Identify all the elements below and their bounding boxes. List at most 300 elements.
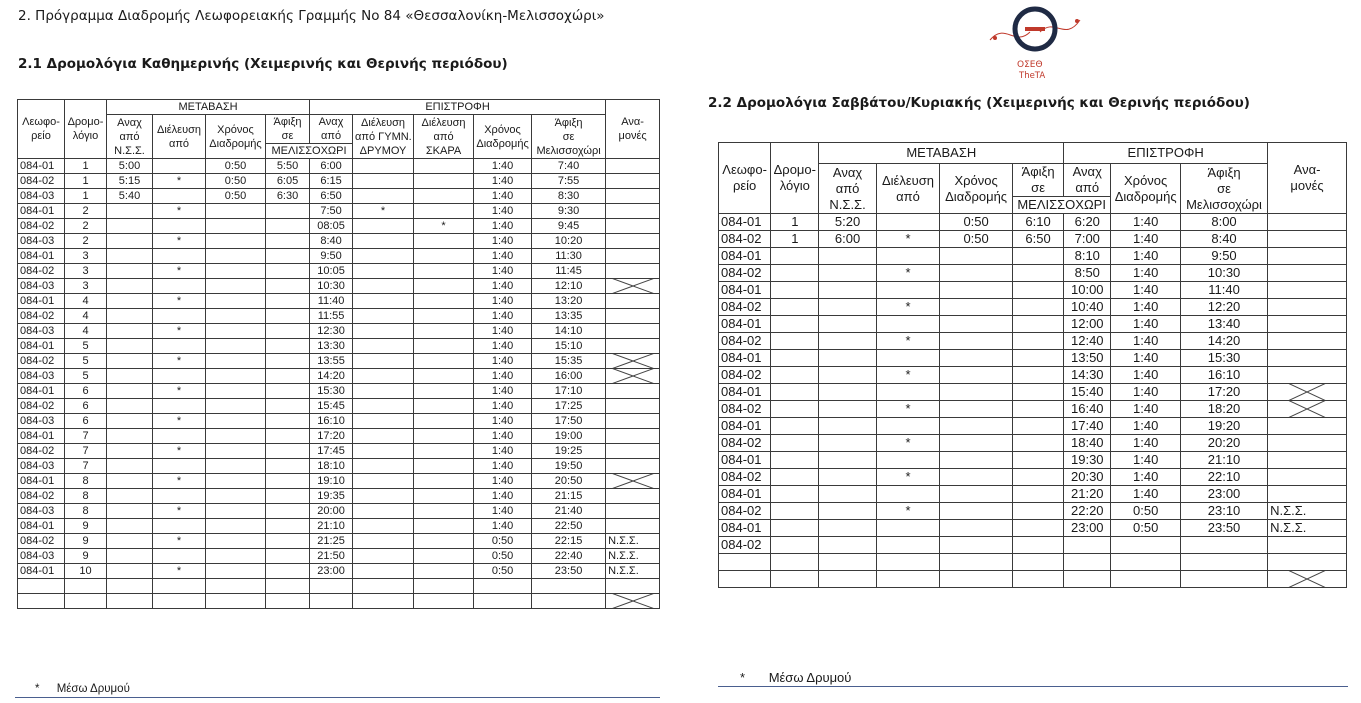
table-cell: 12:40 <box>1064 333 1111 350</box>
header-outbound: ΜΕΤΑΒΑΣΗ <box>819 143 1064 164</box>
table-cell <box>606 504 660 519</box>
table-cell <box>153 489 206 504</box>
table-cell <box>1268 537 1347 554</box>
table-cell <box>1012 401 1063 418</box>
table-row <box>719 282 1347 299</box>
table-cell <box>1268 265 1347 282</box>
table-cell <box>819 265 876 282</box>
table-cell <box>819 486 876 503</box>
table-cell <box>353 459 414 474</box>
table-cell <box>206 504 266 519</box>
table-cell: 3 <box>65 264 107 279</box>
table-cell <box>1268 333 1347 350</box>
table-cell: 9:50 <box>1180 248 1267 265</box>
table-row <box>18 309 660 324</box>
table-cell <box>353 234 414 249</box>
table-cell <box>266 204 310 219</box>
table-cell: 084-01 <box>719 248 771 265</box>
table-cell: 7 <box>65 444 107 459</box>
table-cell <box>1268 282 1347 299</box>
table-cell <box>606 429 660 444</box>
table-cell <box>353 309 414 324</box>
table-cell: 1:40 <box>1111 418 1181 435</box>
table-cell: 15:10 <box>532 339 606 354</box>
table-cell <box>107 504 153 519</box>
table-cell: 1:40 <box>474 309 532 324</box>
table-cell: 6:10 <box>1012 214 1063 231</box>
table-cell <box>414 249 474 264</box>
table-cell: 21:10 <box>310 519 353 534</box>
table-cell: 084-02 <box>719 265 771 282</box>
table-cell: 8:10 <box>1064 248 1111 265</box>
table-cell <box>1268 367 1347 384</box>
table-cell: * <box>153 174 206 189</box>
table-cell: 1:40 <box>1111 282 1181 299</box>
table-cell <box>819 248 876 265</box>
table-row <box>719 554 1347 571</box>
table-row <box>719 384 1347 401</box>
table-cell: 20:00 <box>310 504 353 519</box>
document-title: 2. Πρόγραμμα Διαδρομής Λεωφορειακής Γραμμής Νο 84 «Θεσσαλονίκη-Μελισσοχώρι» <box>18 8 605 24</box>
table-cell: 084-01 <box>719 316 771 333</box>
logo-text: ΟΣΕΘ <box>1017 60 1043 70</box>
table-cell: 5:20 <box>819 214 876 231</box>
table-cell: 084-01 <box>18 159 65 174</box>
table-cell: * <box>153 354 206 369</box>
table-cell: Ν.Σ.Σ. <box>606 534 660 549</box>
table-cell <box>940 537 1013 554</box>
table-cell: 9:50 <box>310 249 353 264</box>
header-duration: Χρόνος Διαδρομής <box>940 164 1013 214</box>
table-cell: 084-02 <box>18 174 65 189</box>
table-cell <box>353 294 414 309</box>
table-cell <box>1064 554 1111 571</box>
table-cell <box>819 299 876 316</box>
table-cell <box>206 324 266 339</box>
table-cell <box>876 282 940 299</box>
table-cell: 1:40 <box>1111 299 1181 316</box>
table-cell <box>1012 316 1063 333</box>
table-cell: 084-03 <box>18 234 65 249</box>
table-cell: 20:20 <box>1180 435 1267 452</box>
table-cell <box>353 324 414 339</box>
table-cell <box>353 444 414 459</box>
table-cell <box>266 384 310 399</box>
table-row <box>18 579 660 594</box>
table-cell <box>206 579 266 594</box>
table-cell <box>819 350 876 367</box>
table-cell: 084-01 <box>719 452 771 469</box>
table-cell <box>940 452 1013 469</box>
table-cell <box>414 369 474 384</box>
table-cell <box>771 520 819 537</box>
table-cell: 1:40 <box>474 474 532 489</box>
table-cell <box>606 219 660 234</box>
table-cell <box>819 452 876 469</box>
table-cell <box>1268 350 1347 367</box>
table-cell: 1:40 <box>474 159 532 174</box>
table-cell <box>18 579 65 594</box>
table-cell: 6 <box>65 399 107 414</box>
table-cell <box>414 309 474 324</box>
table-row <box>18 384 660 399</box>
table-cell: 6:15 <box>310 174 353 189</box>
table-cell <box>1012 520 1063 537</box>
table-cell: 12:30 <box>310 324 353 339</box>
crossed-cell <box>606 354 660 369</box>
table-cell <box>206 249 266 264</box>
table-cell <box>771 469 819 486</box>
table-cell <box>107 474 153 489</box>
table-cell: 084-02 <box>719 435 771 452</box>
table-cell <box>266 534 310 549</box>
table-cell: 18:40 <box>1064 435 1111 452</box>
header-return-dep: Αναχ από <box>1064 164 1111 197</box>
table-cell <box>876 554 940 571</box>
table-row <box>18 594 660 609</box>
table-cell <box>107 534 153 549</box>
table-cell: 9:30 <box>532 204 606 219</box>
table-row <box>719 418 1347 435</box>
table-cell <box>819 401 876 418</box>
table-cell: 8:30 <box>532 189 606 204</box>
table-cell: 5 <box>65 369 107 384</box>
table-cell <box>819 333 876 350</box>
table-cell <box>153 309 206 324</box>
table-cell <box>1012 384 1063 401</box>
table-cell <box>940 350 1013 367</box>
weekend-footnote-rule <box>718 686 1348 687</box>
table-cell <box>266 294 310 309</box>
table-row <box>18 339 660 354</box>
table-cell: 15:40 <box>1064 384 1111 401</box>
table-cell <box>876 571 940 588</box>
table-cell <box>1012 435 1063 452</box>
table-cell <box>606 459 660 474</box>
table-cell: 11:55 <box>310 309 353 324</box>
table-cell <box>1012 452 1063 469</box>
table-cell <box>206 429 266 444</box>
table-cell <box>1111 554 1181 571</box>
table-cell: 1:40 <box>1111 384 1181 401</box>
table-cell: 08:05 <box>310 219 353 234</box>
table-row <box>719 231 1347 248</box>
table-cell <box>414 474 474 489</box>
table-cell <box>771 384 819 401</box>
table-cell: 2 <box>65 234 107 249</box>
table-cell <box>107 429 153 444</box>
table-cell: 7:55 <box>532 174 606 189</box>
table-cell: * <box>876 435 940 452</box>
table-cell: * <box>876 367 940 384</box>
table-cell: 9 <box>65 519 107 534</box>
table-cell: 5:50 <box>266 159 310 174</box>
table-cell: 6:00 <box>819 231 876 248</box>
table-cell <box>1268 316 1347 333</box>
table-cell: 2 <box>65 219 107 234</box>
table-cell: * <box>876 333 940 350</box>
table-cell: 084-03 <box>18 504 65 519</box>
table-cell: 084-03 <box>18 414 65 429</box>
table-cell <box>414 504 474 519</box>
table-cell <box>606 384 660 399</box>
table-cell <box>266 309 310 324</box>
footnote-mark: * <box>740 670 746 685</box>
crossed-cell <box>1268 384 1347 401</box>
table-row <box>719 520 1347 537</box>
table-cell <box>606 234 660 249</box>
table-cell: 6:30 <box>266 189 310 204</box>
table-cell: 10:20 <box>532 234 606 249</box>
table-cell <box>1012 350 1063 367</box>
table-cell <box>266 459 310 474</box>
table-cell <box>876 452 940 469</box>
table-cell: 20:50 <box>532 474 606 489</box>
table-cell <box>206 444 266 459</box>
table-cell: 0:50 <box>940 231 1013 248</box>
table-cell: 084-02 <box>18 354 65 369</box>
table-cell <box>153 189 206 204</box>
footnote-text: Μέσω Δρυμού <box>768 670 852 685</box>
table-cell <box>414 594 474 609</box>
table-cell: 0:50 <box>474 534 532 549</box>
table-cell <box>606 264 660 279</box>
header-arrival: Άφιξη σε <box>1012 164 1063 197</box>
table-cell: 1:40 <box>474 174 532 189</box>
table-cell: 13:55 <box>310 354 353 369</box>
table-cell <box>819 367 876 384</box>
table-cell <box>606 189 660 204</box>
table-cell: 10:05 <box>310 264 353 279</box>
header-dep-nss: Αναχ από Ν.Σ.Σ. <box>107 115 153 159</box>
table-cell <box>107 279 153 294</box>
table-cell: 6 <box>65 414 107 429</box>
table-cell <box>266 369 310 384</box>
table-cell <box>353 504 414 519</box>
table-cell <box>940 299 1013 316</box>
weekend-schedule-table <box>718 142 1347 588</box>
table-cell: 1:40 <box>474 489 532 504</box>
table-cell <box>107 219 153 234</box>
table-cell <box>474 579 532 594</box>
header-route: Δρομο- λόγιο <box>65 100 107 159</box>
table-cell: 6:50 <box>310 189 353 204</box>
table-cell <box>353 429 414 444</box>
table-cell <box>414 174 474 189</box>
table-cell <box>206 309 266 324</box>
table-row <box>18 534 660 549</box>
table-row <box>18 189 660 204</box>
table-cell: 1:40 <box>474 369 532 384</box>
table-cell: 7:40 <box>532 159 606 174</box>
weekday-schedule-table <box>17 99 660 609</box>
table-cell: 4 <box>65 324 107 339</box>
table-cell <box>153 429 206 444</box>
table-cell <box>414 279 474 294</box>
table-cell: 19:00 <box>532 429 606 444</box>
header-duration: Χρόνος Διαδρομής <box>206 115 266 159</box>
table-cell: 16:00 <box>532 369 606 384</box>
header-via-skara: Διέλευση από ΣΚΑΡΑ <box>414 115 474 159</box>
table-cell: 1:40 <box>474 504 532 519</box>
table-row <box>719 469 1347 486</box>
table-cell <box>771 316 819 333</box>
table-row <box>18 519 660 534</box>
header-return: ΕΠΙΣΤΡΟΦΗ <box>310 100 606 115</box>
table-row <box>719 401 1347 418</box>
table-cell <box>414 324 474 339</box>
table-cell: 13:35 <box>532 309 606 324</box>
table-cell: 0:50 <box>1111 503 1181 520</box>
table-cell <box>153 279 206 294</box>
table-cell <box>107 384 153 399</box>
table-cell <box>414 444 474 459</box>
table-cell: 1:40 <box>474 234 532 249</box>
table-cell <box>266 279 310 294</box>
table-cell: 084-02 <box>18 309 65 324</box>
crossed-cell <box>1268 571 1347 588</box>
table-cell <box>606 444 660 459</box>
table-cell: 23:00 <box>310 564 353 579</box>
table-cell <box>107 294 153 309</box>
table-cell <box>606 489 660 504</box>
table-cell <box>206 339 266 354</box>
table-cell: 16:10 <box>310 414 353 429</box>
table-cell <box>606 519 660 534</box>
table-cell <box>1012 367 1063 384</box>
table-cell <box>1268 231 1347 248</box>
table-cell: 16:40 <box>1064 401 1111 418</box>
table-cell <box>153 219 206 234</box>
table-cell <box>1012 503 1063 520</box>
table-row <box>18 399 660 414</box>
table-row <box>18 264 660 279</box>
table-cell <box>606 249 660 264</box>
table-cell <box>107 204 153 219</box>
table-cell: 1:40 <box>1111 231 1181 248</box>
table-cell <box>266 474 310 489</box>
table-cell <box>414 549 474 564</box>
table-cell: 8:40 <box>310 234 353 249</box>
header-dep-nss: Αναχ από Ν.Σ.Σ. <box>819 164 876 214</box>
table-cell <box>771 554 819 571</box>
table-cell: 1:40 <box>474 519 532 534</box>
table-cell <box>771 537 819 554</box>
table-cell: 084-03 <box>18 324 65 339</box>
crossed-cell <box>1268 401 1347 418</box>
table-cell <box>606 339 660 354</box>
header-outbound: ΜΕΤΑΒΑΣΗ <box>107 100 310 115</box>
table-cell <box>876 486 940 503</box>
table-cell: 8:00 <box>1180 214 1267 231</box>
table-cell: 10:30 <box>310 279 353 294</box>
table-cell <box>206 279 266 294</box>
table-cell <box>310 579 353 594</box>
table-cell <box>206 264 266 279</box>
table-cell <box>819 503 876 520</box>
table-cell: 084-01 <box>18 384 65 399</box>
table-cell <box>353 564 414 579</box>
table-cell <box>206 564 266 579</box>
table-cell: 1:40 <box>1111 401 1181 418</box>
table-cell <box>153 249 206 264</box>
table-cell: 10:30 <box>1180 265 1267 282</box>
table-row <box>18 234 660 249</box>
table-cell: 21:15 <box>532 489 606 504</box>
header-via: Διέλευση από <box>876 164 940 214</box>
table-cell <box>606 204 660 219</box>
table-cell: 13:30 <box>310 339 353 354</box>
table-cell <box>266 504 310 519</box>
table-cell <box>107 324 153 339</box>
table-cell: * <box>153 234 206 249</box>
table-cell: 19:10 <box>310 474 353 489</box>
table-cell: 2 <box>65 204 107 219</box>
table-cell: * <box>153 564 206 579</box>
table-cell: 21:20 <box>1064 486 1111 503</box>
table-cell <box>414 294 474 309</box>
table-row <box>18 414 660 429</box>
table-cell: 084-03 <box>18 189 65 204</box>
table-cell <box>153 579 206 594</box>
table-cell: 1:40 <box>1111 469 1181 486</box>
table-cell: * <box>876 299 940 316</box>
table-cell: 1:40 <box>1111 435 1181 452</box>
table-cell <box>414 354 474 369</box>
table-cell <box>606 579 660 594</box>
table-cell <box>353 174 414 189</box>
table-cell <box>771 248 819 265</box>
table-cell: * <box>353 204 414 219</box>
weekend-footnote <box>740 670 851 685</box>
table-cell <box>819 520 876 537</box>
table-cell <box>771 571 819 588</box>
table-cell: 17:45 <box>310 444 353 459</box>
table-cell <box>153 519 206 534</box>
table-cell: 5 <box>65 339 107 354</box>
table-cell: 084-01 <box>18 519 65 534</box>
table-cell: 5 <box>65 354 107 369</box>
table-cell: 1 <box>65 159 107 174</box>
table-cell <box>819 554 876 571</box>
table-row <box>18 174 660 189</box>
table-cell <box>206 549 266 564</box>
table-cell: 10:00 <box>1064 282 1111 299</box>
table-cell: 20:30 <box>1064 469 1111 486</box>
table-row <box>719 367 1347 384</box>
table-cell <box>940 469 1013 486</box>
table-cell <box>206 369 266 384</box>
table-cell: * <box>153 474 206 489</box>
header-arrival-place: ΜΕΛΙΣΣΟΧΩΡΙ <box>1012 197 1110 214</box>
table-cell <box>414 189 474 204</box>
table-cell <box>606 399 660 414</box>
table-cell <box>414 339 474 354</box>
table-cell: 084-01 <box>18 249 65 264</box>
table-cell: * <box>153 534 206 549</box>
table-cell <box>940 248 1013 265</box>
table-cell <box>266 564 310 579</box>
table-cell <box>771 503 819 520</box>
table-cell: * <box>876 231 940 248</box>
header-via-gym: Διέλευση από ΓΥΜΝ. ΔΡΥΜΟΥ <box>353 115 414 159</box>
table-cell: 6 <box>65 384 107 399</box>
table-cell <box>1064 537 1111 554</box>
header-waits: Ανα- μονές <box>606 100 660 159</box>
table-cell <box>206 294 266 309</box>
table-cell: * <box>876 265 940 282</box>
table-cell: 084-01 <box>719 350 771 367</box>
